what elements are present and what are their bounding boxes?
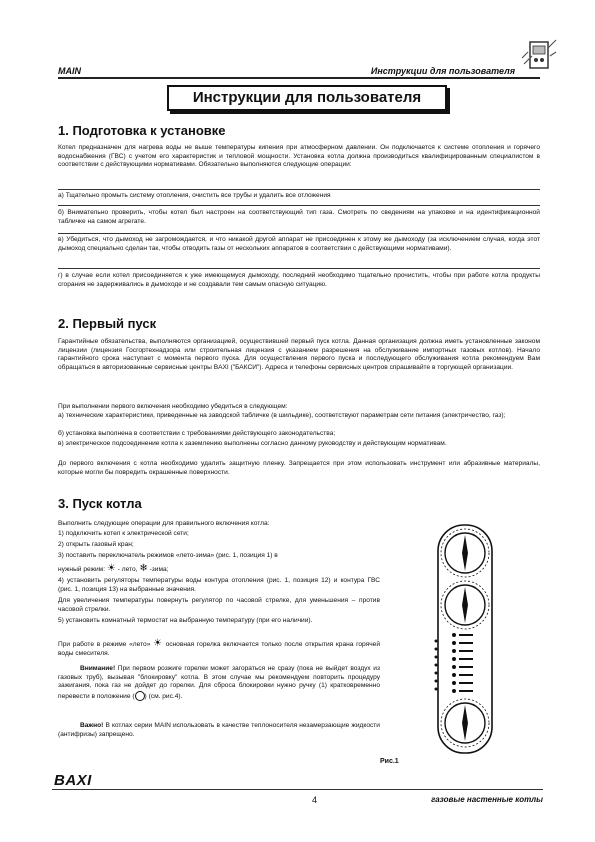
figure-caption: Рис.1 xyxy=(380,758,399,765)
header-divider xyxy=(58,77,540,79)
header-product: MAIN xyxy=(58,66,81,76)
footer-tagline: газовые настенные котлы xyxy=(431,795,543,804)
section-3-step-4: 4) установить регуляторы температуры воды контура отопления (рис. 1, позиция 12) и контура ГВС (рис. 1, позиция 13) на выбранные значения. xyxy=(58,577,380,593)
important-paragraph xyxy=(58,722,380,739)
summer-note-post: основная горелка включается только после открытия крана горячей воды смесителя. xyxy=(58,641,380,657)
mode-winter: -зима; xyxy=(149,566,169,573)
page-number: 4 xyxy=(312,795,318,805)
divider xyxy=(58,189,540,190)
sun-icon: ☀ xyxy=(153,638,163,649)
boiler-corner-icon xyxy=(518,34,558,74)
control-panel-figure xyxy=(432,523,498,755)
divider xyxy=(58,233,540,234)
section-2-para-3: До первого включения с котла необходимо удалить защитную пленку. Запрещается при этом использовать инструмент или абразивные материалы, которые могли бы повредить окрашенные поверхности. xyxy=(58,460,540,476)
summer-mode-note xyxy=(58,640,380,658)
divider xyxy=(58,205,540,206)
section-3-step-5: 5) установить комнатный термостат на выбранную температуру (при его наличии). xyxy=(58,617,313,624)
section-1-intro: Котел предназначен для нагрева воды не выше температуры кипения при атмосферном давлении. Он подключается к системе отопления и горячего водоснабжения (ГВС) с учетом его характеристик и тепловой мощности. Установка котла должна производиться квалифицированным специалистом в соответствии с действующими нормативами. Обязательно выполняются следующие операции: xyxy=(58,144,540,169)
baxi-logo: BAXI xyxy=(54,772,92,789)
header-section-title: Инструкции для пользователя xyxy=(370,66,515,76)
section-1-heading: 1. Подготовка к установке xyxy=(58,123,226,138)
footer-divider xyxy=(52,789,543,790)
section-2-item-a: а) технические характеристики, приведенные на заводской табличке (в шильдике), соответствуют параметрам сети питания (электричество, газ); xyxy=(58,412,506,419)
section-2-item-c: в) электрическое подсоединение котла к заземлению выполнены согласно данному руководству и действующим нормативам. xyxy=(58,440,447,447)
section-3-step-2: 2) открыть газовый кран; xyxy=(58,541,134,548)
section-1-item-c: в) Убедиться, что дымоход не загромождается, и что никакой другой аппарат не присоединен к этому же дымоходу (за исключением случая, когда этот дымоход специально сделан так, чтобы отводить газы от нескольких аппаратов в соответствии с действующими нормативами). xyxy=(58,236,540,252)
summer-note-pre: При работе в режиме «лето» xyxy=(58,641,151,648)
section-3-step-3-modes xyxy=(58,565,380,575)
section-1-item-b: б) Внимательно проверить, чтобы котел был настроен на соответствующий тип газа. Смотреть по сведениям на упаковке и на идентификационной табличке на самом агрегате. xyxy=(58,209,540,225)
warning-tail: ) (см. рис.4). xyxy=(144,692,183,700)
mode-label: нужный режим: xyxy=(58,566,106,573)
section-2-heading: 2. Первый пуск xyxy=(58,316,157,331)
mode-summer: - лето, xyxy=(117,566,138,573)
section-3-step-4-note: Для увеличения температуры повернуть регулятор по часовой стрелке, для уменьшения – против часовой стрелки. xyxy=(58,597,380,613)
section-2-para-1: Гарантийные обязательства, выполняются организацией, осуществившей первый пуск котла. Данная организация должна иметь установленные законом лицензии (лицензия Госгортехнадзора или строительная лицензия с указанием разрешения на обслуживание импортных газовых котлов). Начало гарантийного срока наступает с момента первого пуска. Для осуществления первого пуска и последующего обслуживания котла рекомендуем Вам обращаться в авторизованные сервисные центры BAXI ("БАКСИ"). Адреса и телефоны сервисных центров спрашивайте в торгующей организации. xyxy=(58,338,540,371)
snowflake-icon: ❄ xyxy=(139,563,148,574)
important-label: Важно! xyxy=(80,722,104,729)
warning-paragraph xyxy=(58,665,380,701)
section-2-item-b: б) установка выполнена в соответствии с требованиями действующего законодательства; xyxy=(58,430,336,437)
divider xyxy=(58,268,540,269)
section-3-intro: Выполнить следующие операции для правильного включения котла: xyxy=(58,520,270,527)
reset-position-icon xyxy=(135,691,145,701)
warning-label: Внимание! xyxy=(80,665,116,672)
section-3-step-3: 3) поставить переключатель режимов «лето-зима» (рис. 1, позиция 1) в xyxy=(58,552,278,559)
page-title: Инструкции для пользователя xyxy=(167,85,447,111)
section-3-step-1: 1) подключить котел к электрической сети; xyxy=(58,530,189,537)
warning-text: При первом розжиге горелки может загораться не сразу (пока не выйдет воздух из газовых труб), вызывая "блокировку" котла. В этом случае мы рекомендуем повторить процедуру зажигания, пока газ не дойдет до горелки. Для сброса блокировки нужно ручку (1) кратковременно перевести в положение ( xyxy=(58,665,380,700)
section-1-item-a: а) Тщательно промыть систему отопления, очистить все трубы и удалить все отложения xyxy=(58,192,331,199)
important-text: В котлах серии MAIN использовать в качестве теплоносителя незамерзающие жидкости (антифризы) запрещено. xyxy=(58,722,380,738)
section-1-item-d: г) в случае если котел присоединяется к уже имеющемуся дымоходу, последний необходимо тщательно прочистить, чтобы при работе котла продукты сгорания не задерживались в дымоходе и не создавали тем самым опасную ситуацию. xyxy=(58,272,540,288)
section-3-heading: 3. Пуск котла xyxy=(58,496,142,511)
sun-icon: ☀ xyxy=(106,563,116,574)
section-2-para-2: При выполнении первого включения необходимо убедиться в следующем: xyxy=(58,403,288,410)
